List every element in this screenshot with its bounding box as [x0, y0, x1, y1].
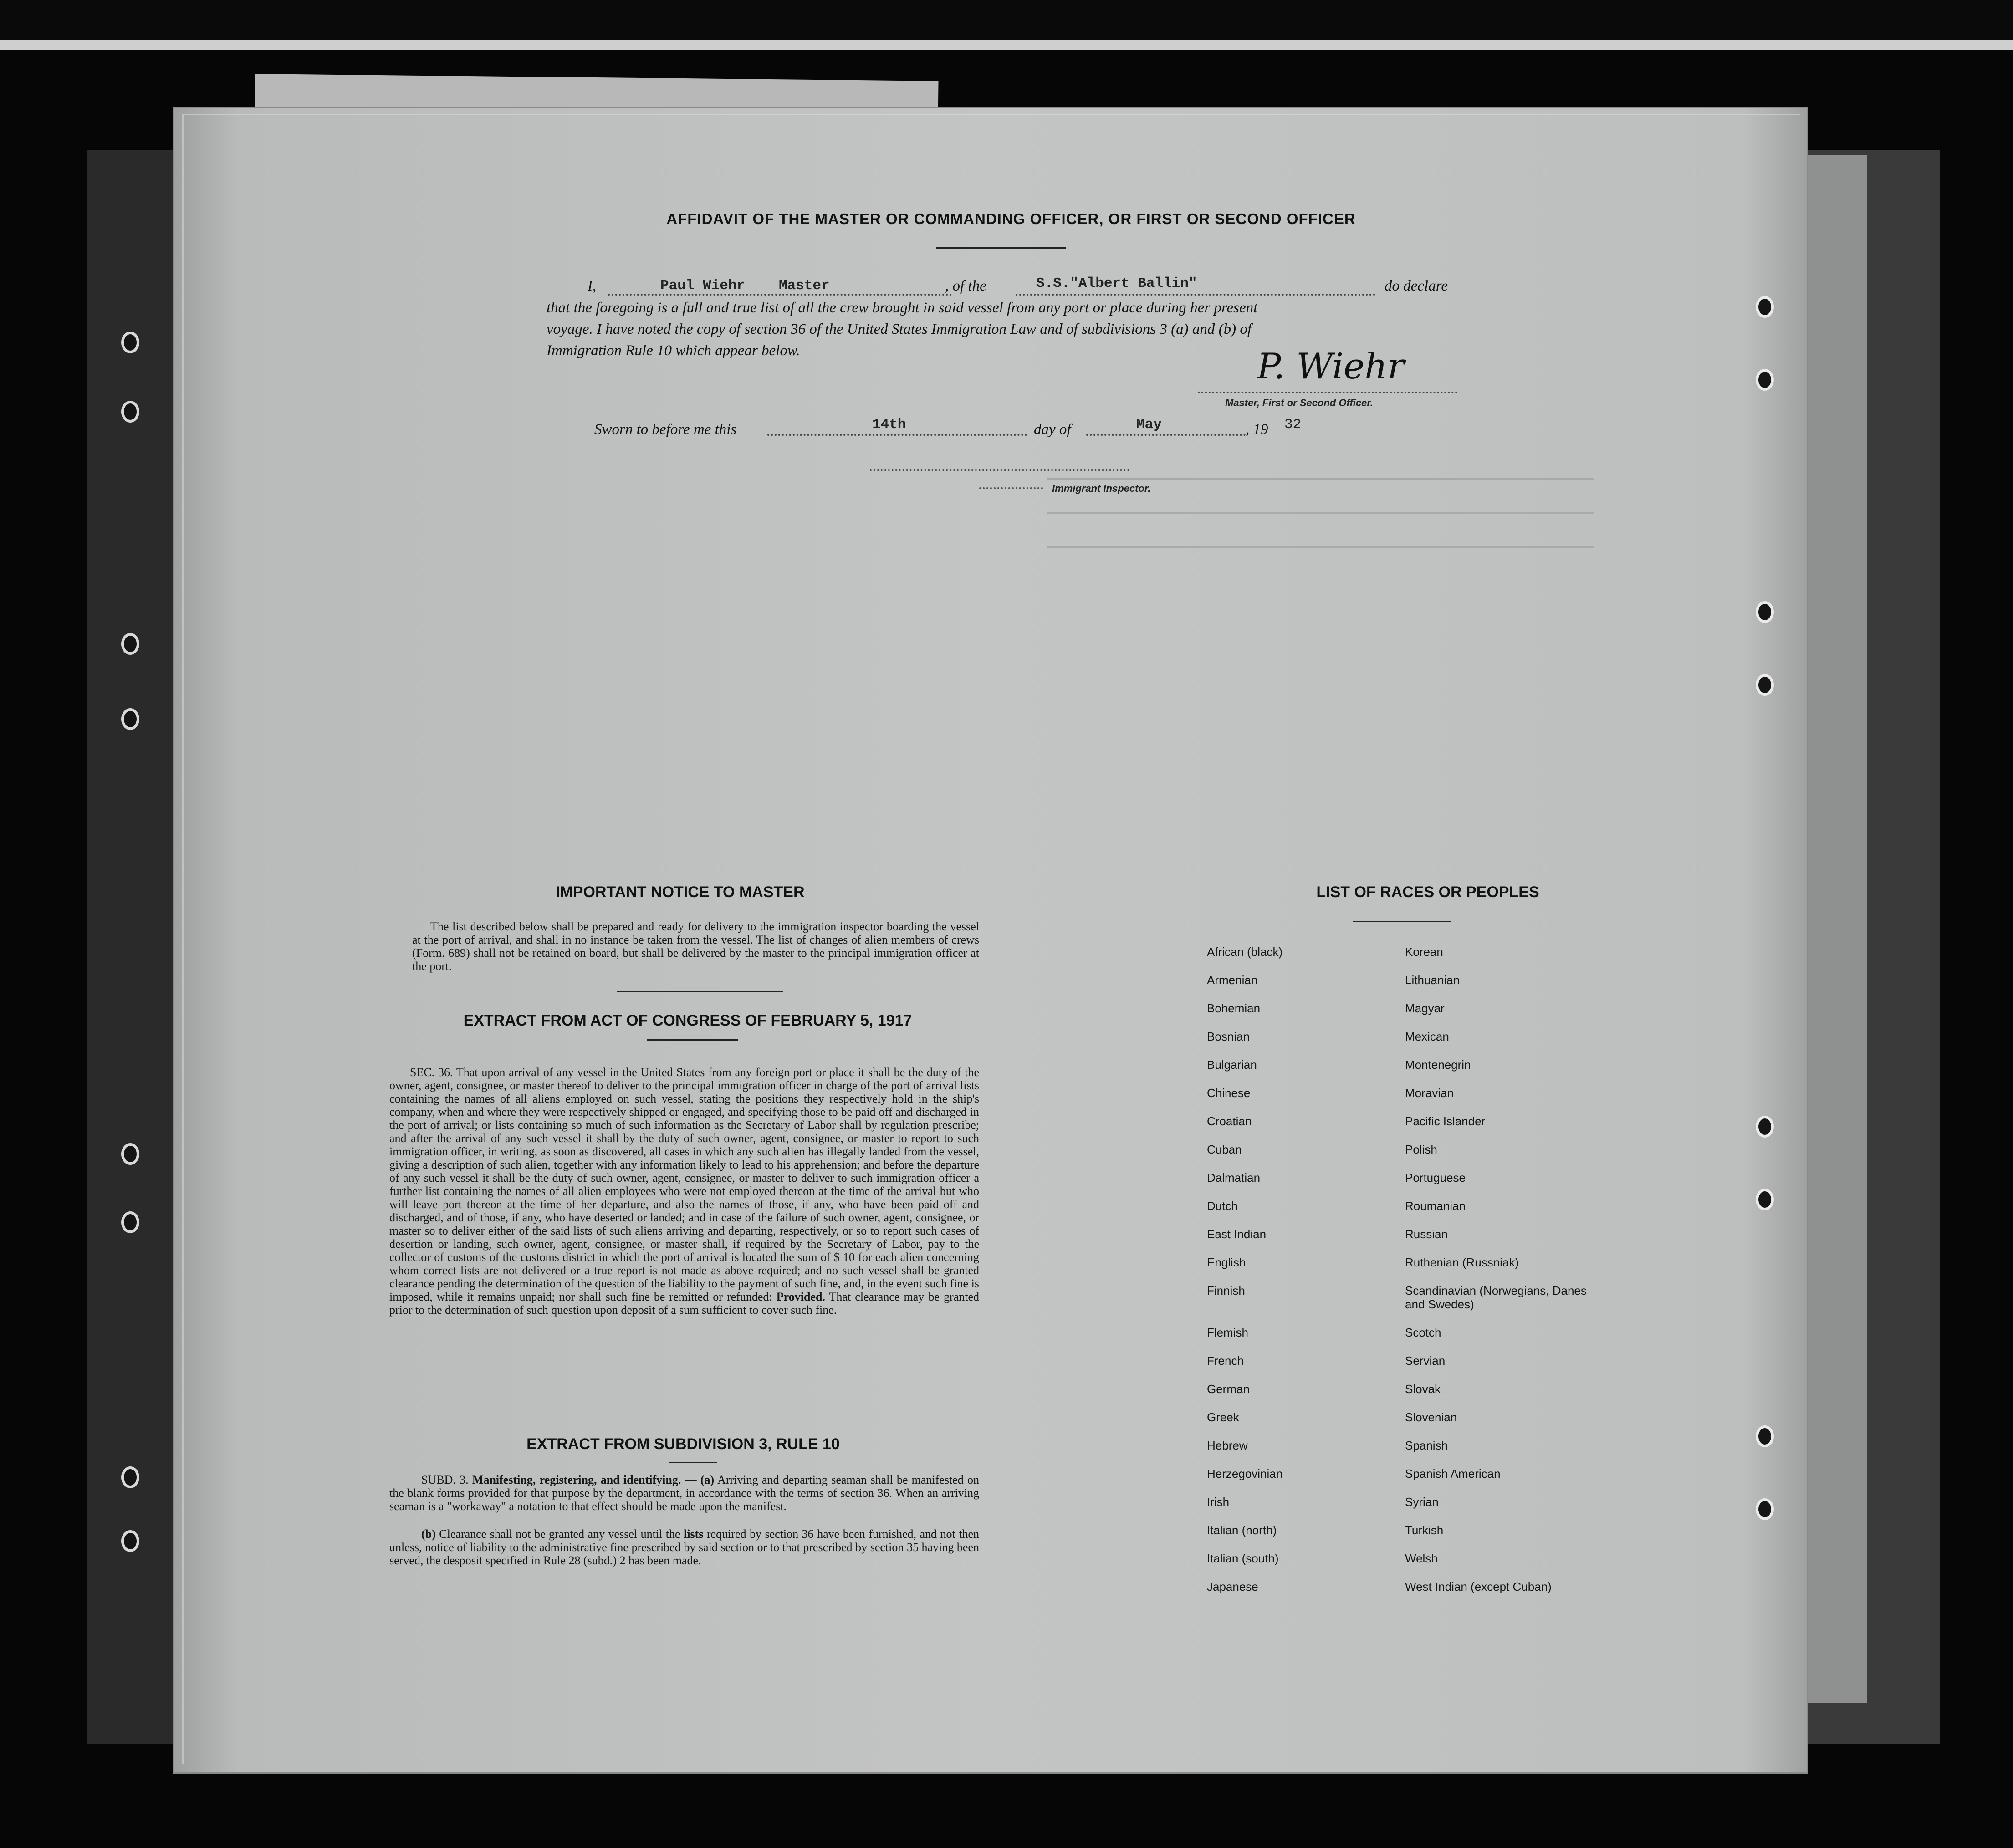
- sworn-month-line: [1086, 434, 1246, 436]
- year-suffix: 32: [1284, 417, 1302, 433]
- binder-hole: [121, 1530, 139, 1552]
- title-rule: [936, 247, 1066, 249]
- races-column-right: [1405, 945, 1601, 1608]
- of-the-label: , of the: [945, 278, 986, 294]
- binder-hole: [121, 633, 139, 655]
- race-item: Bohemian: [1207, 1001, 1261, 1015]
- binder-hole: [1756, 296, 1774, 318]
- day-of-label: day of: [1034, 421, 1071, 438]
- binder-hole: [121, 1466, 139, 1488]
- race-item: Bulgarian: [1207, 1058, 1257, 1072]
- subd-3-part-a: [389, 1473, 979, 1513]
- part-b-text-1: Clearance shall not be granted any vessel until the: [439, 1527, 680, 1541]
- sec-36-provided-text: That clearance may be granted prior to the determination of such question upon deposit of a sum sufficient to cover such fine.: [389, 1290, 979, 1317]
- race-item: Montenegrin: [1405, 1058, 1471, 1072]
- race-item: Servian: [1405, 1354, 1446, 1368]
- sec-36-text: [389, 1066, 979, 1317]
- race-item: Scotch: [1405, 1326, 1441, 1339]
- inspector-dots: [979, 487, 1043, 489]
- i-label: I,: [588, 278, 597, 294]
- show-through-text: [1617, 483, 1753, 1348]
- race-item: Pacific Islander: [1405, 1114, 1486, 1128]
- rule-heading: EXTRACT FROM SUBDIVISION 3, RULE 10: [526, 1435, 840, 1453]
- affidavit-title: AFFIDAVIT OF THE MASTER OR COMMANDING OFFICER, OR FIRST OR SECOND OFFICER: [666, 210, 1356, 227]
- race-item: East Indian: [1207, 1227, 1267, 1241]
- race-item: Chinese: [1207, 1086, 1251, 1100]
- race-item: German: [1207, 1382, 1250, 1396]
- binder-hole: [1756, 601, 1774, 623]
- inspector-caption: Immigrant Inspector.: [1052, 483, 1151, 494]
- signature-line: [1198, 392, 1457, 393]
- race-item: Welsh: [1405, 1552, 1438, 1565]
- race-item: Slovenian: [1405, 1410, 1457, 1424]
- race-item: Turkish: [1405, 1523, 1444, 1537]
- binder-hole: [121, 1143, 139, 1165]
- races-heading: LIST OF RACES OR PEOPLES: [1316, 883, 1539, 901]
- binder-hole: [1756, 1498, 1774, 1520]
- part-b-text-2: required by section 36 have been furnished, and not then unless, notice of liability to the administrative fine prescribed by said section or to that prescribed by section 35 having been served, the desposit specified in Rule 28 (subd.) 2 has been made.: [389, 1527, 979, 1567]
- scanner-top-edge: [0, 0, 2013, 40]
- race-item: African (black): [1207, 945, 1283, 959]
- race-item: Croatian: [1207, 1114, 1252, 1128]
- rule-rule: [669, 1462, 717, 1463]
- binder-hole: [1756, 1116, 1774, 1138]
- race-item: Lithuanian: [1405, 973, 1460, 987]
- race-item: Polish: [1405, 1143, 1437, 1156]
- provided-label: Provided.: [776, 1290, 825, 1303]
- sworn-day-line: [767, 434, 1027, 436]
- race-item: Flemish: [1207, 1326, 1249, 1339]
- race-item: Syrian: [1405, 1495, 1439, 1509]
- races-column-left: [1207, 945, 1380, 1608]
- signature-caption: Master, First or Second Officer.: [1225, 397, 1373, 408]
- part-b-lists: lists: [684, 1527, 704, 1541]
- part-b-label: (b): [421, 1527, 436, 1541]
- do-declare-label: do declare: [1385, 278, 1448, 294]
- race-item: Herzegovinian: [1207, 1467, 1283, 1480]
- binder-hole: [1756, 369, 1774, 391]
- race-item: Spanish: [1405, 1439, 1448, 1452]
- race-item: Italian (south): [1207, 1552, 1279, 1565]
- notice-rule: [617, 991, 783, 992]
- sworn-day: 14th: [872, 417, 906, 433]
- master-rank: Master: [779, 278, 830, 294]
- act-rule: [647, 1039, 738, 1041]
- race-item: Bosnian: [1207, 1030, 1250, 1043]
- statement-line-2: voyage. I have noted the copy of section 36 of the United States Immigration Law and of subdivisions 3 (a) and (b) of: [547, 321, 1252, 337]
- race-item: Moravian: [1405, 1086, 1454, 1100]
- subd-3-part-b: [389, 1527, 979, 1567]
- race-item: Magyar: [1405, 1001, 1445, 1015]
- sec-36-body: SEC. 36. That upon arrival of any vessel in the United States from any foreign port or place it shall be the duty of the owner, agent, consignee, or master thereof to deliver to the principal immigration officer in charge of the port of arrival lists containing the names of all aliens employed on such vessel, stating the positions they respectively hold in the ship's company, when and where they were respectively shipped or engaged, and specifying those to be paid off and discharged in the port of arrival; or lists containing so much of such information as the Secretary of Labor shall by regulation prescribe; and after the arrival of any such vessel it shall by the duty of such owner, agent, consignee, or master to report to such immigration officer, in writing, as soon as discovered, all cases in which any such alien has illegally landed from the vessel, giving a description of such alien, together with any information likely to lead to his apprehension; and before the departure of any such vessel it shall be the duty of such owner, agent, consignee, or master to deliver to such immigration officer a further list containing the names of all alien employees who were not employed thereon at the time of the arrival but who will leave port thereon at the time of her departure, and also the names of those, if any, who have been paid off and discharged, and of those, if any, who have deserted or landed; and in case of the failure of such owner, agent, consignee, or master so to deliver either of the said lists of such aliens arriving and departing, respectively, or so to report such cases of desertion or landing, such owner, agent, consignee, or master shall, if required by the Secretary of Labor, pay to the collector of customs of the customs district in which the port of arrival is located the sum of $ 10 for each alien concerning whom correct lists are not delivered or a true report is not made as above required; and no such vessel shall be granted clearance pending the determination of the question of the liability to the payment of such fine, and, in the event such fine is imposed, while it remains unpaid; nor shall such fine be remitted or refunded:: [389, 1066, 979, 1303]
- race-item: Slovak: [1405, 1382, 1441, 1396]
- master-signature: P. Wiehr: [1257, 346, 1405, 387]
- binder-hole: [121, 708, 139, 730]
- race-item: Finnish: [1207, 1284, 1245, 1297]
- vessel-name-line: [1016, 294, 1375, 296]
- race-item: Portuguese: [1405, 1171, 1466, 1184]
- binder-hole: [121, 332, 139, 353]
- notice-text: The list described below shall be prepared and ready for delivery to the immigration inspector boarding the vessel at the port of arrival, and shall in no instance be taken from the vessel. The list of changes of alien members of crews (Form. 689) shall not be retained on board, but shall be delivered by the master to the principal immigration officer at the port.: [412, 920, 979, 973]
- race-item: West Indian (except Cuban): [1405, 1580, 1552, 1593]
- statement-line-3: Immigration Rule 10 which appear below.: [547, 342, 800, 359]
- race-item: Irish: [1207, 1495, 1230, 1509]
- inspector-signature-line: [870, 469, 1129, 471]
- vessel-name: S.S."Albert Ballin": [1036, 276, 1197, 291]
- binder-hole: [1756, 1425, 1774, 1447]
- race-item: English: [1207, 1256, 1246, 1269]
- sworn-label: Sworn to before me this: [594, 421, 737, 438]
- race-item: Dutch: [1207, 1199, 1238, 1213]
- race-item: French: [1207, 1354, 1244, 1368]
- binder-hole: [1756, 674, 1774, 696]
- race-item: Japanese: [1207, 1580, 1258, 1593]
- subd-title: Manifesting, registering, and identifying.: [472, 1473, 681, 1486]
- binder-hole: [121, 401, 139, 423]
- subd-label: SUBD. 3.: [421, 1473, 469, 1486]
- race-item: Mexican: [1405, 1030, 1449, 1043]
- year-prefix: , 19: [1246, 421, 1268, 438]
- binder-hole: [121, 1211, 139, 1233]
- act-heading: EXTRACT FROM ACT OF CONGRESS OF FEBRUARY 5, 1917: [463, 1012, 912, 1029]
- part-a-text: Arriving and departing seaman shall be manifested on the blank forms provided for that purpose by the department, in accordance with the terms of section 36. When an arriving seaman is a "workaway" a notation to that effect should be made upon the manifest.: [389, 1473, 979, 1513]
- race-item: Scandinavian (Norwegians, Danes and Swedes): [1405, 1284, 1587, 1311]
- race-item: Korean: [1405, 945, 1443, 959]
- race-item: Russian: [1405, 1227, 1448, 1241]
- race-item: Italian (north): [1207, 1523, 1277, 1537]
- race-item: Greek: [1207, 1410, 1239, 1424]
- notice-heading: IMPORTANT NOTICE TO MASTER: [556, 883, 805, 901]
- race-item: Armenian: [1207, 973, 1258, 987]
- show-through-line: [1047, 546, 1594, 548]
- master-name: Paul Wiehr: [660, 278, 746, 294]
- binder-hole: [1756, 1189, 1774, 1210]
- show-through-line: [1047, 512, 1594, 514]
- race-item: Spanish American: [1405, 1467, 1501, 1480]
- race-item: Hebrew: [1207, 1439, 1248, 1452]
- sworn-month: May: [1136, 417, 1162, 433]
- race-item: Ruthenian (Russniak): [1405, 1256, 1519, 1269]
- part-a-label: — (a): [685, 1473, 715, 1486]
- statement-line-1: that the foregoing is a full and true list of all the crew brought in said vessel from any port or place during her present: [547, 300, 1258, 316]
- show-through-line: [1047, 478, 1594, 480]
- race-item: Dalmatian: [1207, 1171, 1261, 1184]
- race-item: Roumanian: [1405, 1199, 1466, 1213]
- master-name-line: [608, 294, 952, 296]
- underlying-page-right-strip: [1804, 155, 1867, 1703]
- races-rule: [1353, 921, 1451, 922]
- race-item: Cuban: [1207, 1143, 1242, 1156]
